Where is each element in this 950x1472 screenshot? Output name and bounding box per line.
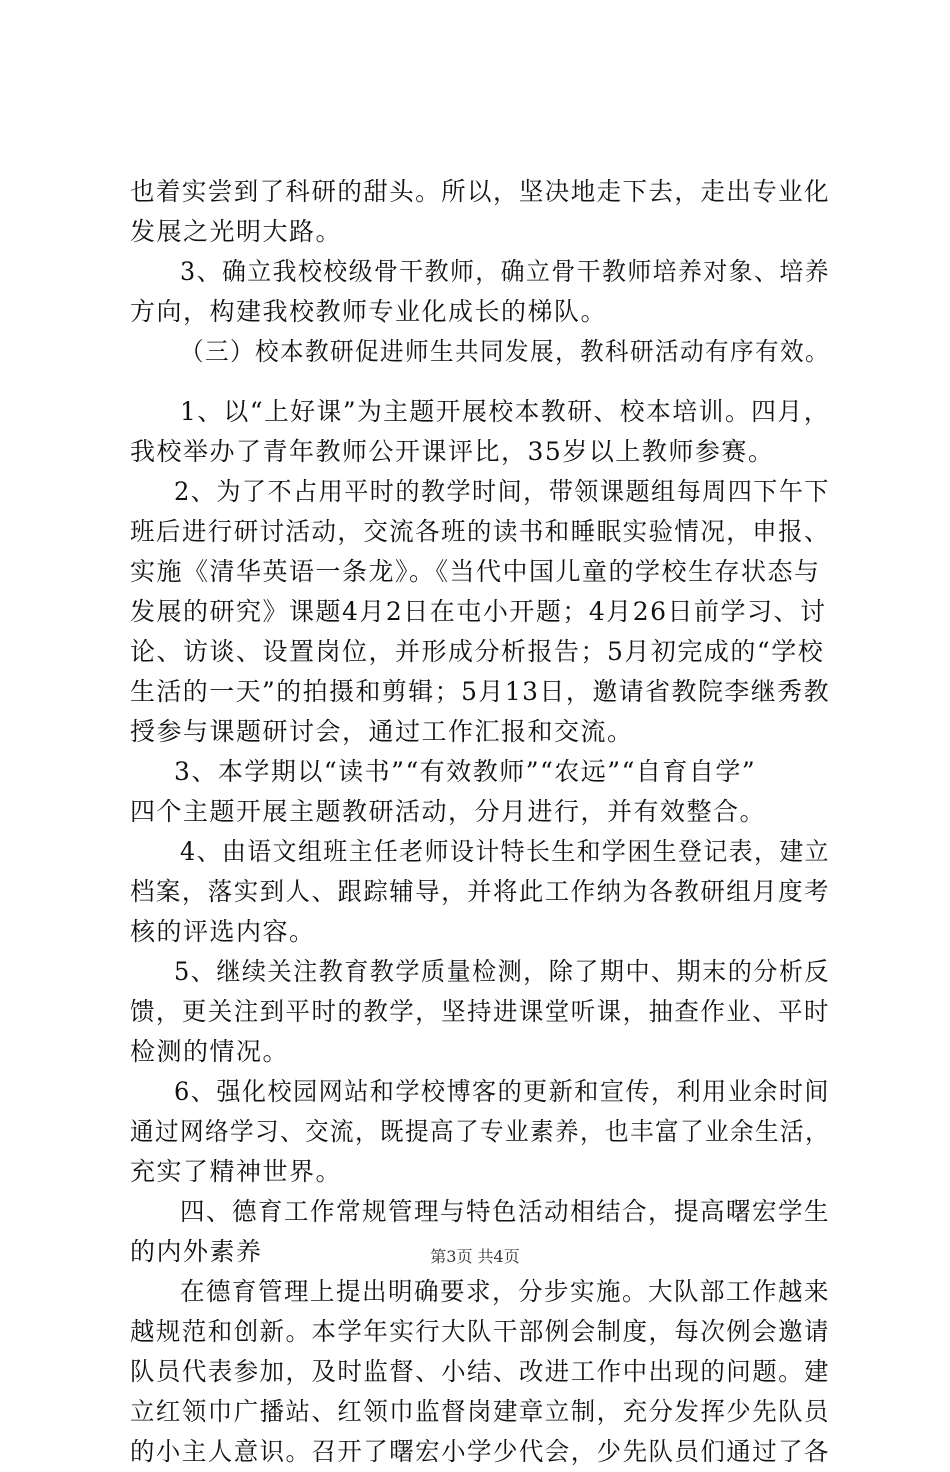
text-line: 也着实尝到了科研的甜头。所以，坚决地走下去，走出专业化 bbox=[130, 177, 830, 206]
text-line: 1、以“上好课”为主题开展校本教研、校本培训。四月， bbox=[180, 397, 830, 426]
text-line: 3、本学期以“读书”“有效教师”“农远”“自育自学” bbox=[174, 757, 757, 786]
paragraph-gap bbox=[130, 372, 830, 392]
text-line: 充实了精神世界。 bbox=[130, 1157, 343, 1186]
text-line: 方向，构建我校教师专业化成长的梯队。 bbox=[130, 297, 608, 326]
text-line: 生活的一天”的拍摄和剪辑；5月13日，邀请省教院李继秀教 bbox=[130, 677, 830, 706]
text-line: 我校举办了青年教师公开课评比，35岁以上教师参赛。 bbox=[130, 437, 775, 466]
text-line: 立红领巾广播站、红领巾监督岗建章立制，充分发挥少先队员 bbox=[130, 1397, 830, 1426]
text-line: 班后进行研讨活动，交流各班的读书和睡眠实验情况，申报、 bbox=[130, 517, 830, 546]
text-line: 发展的研究》课题4月2日在屯小开题；4月26日前学习、讨 bbox=[130, 597, 827, 626]
text-line: 5、继续关注教育教学质量检测，除了期中、期末的分析反 bbox=[174, 957, 830, 986]
text-line: 的内外素养 bbox=[130, 1237, 263, 1266]
text-line: 在德育管理上提出明确要求，分步实施。大队部工作越来 bbox=[180, 1277, 830, 1306]
page-footer: 第3页 共4页 bbox=[430, 1247, 520, 1266]
text-line: 四个主题开展主题教研活动，分月进行，并有效整合。 bbox=[130, 797, 767, 826]
text-line: 4、由语文组班主任老师设计特长生和学困生登记表，建立 bbox=[180, 837, 830, 866]
text-line: 馈，更关注到平时的教学，坚持进课堂听课，抽查作业、平时 bbox=[130, 997, 830, 1026]
text-line: 3、确立我校校级骨干教师，确立骨干教师培养对象、培养 bbox=[180, 257, 830, 286]
text-line: 检测的情况。 bbox=[130, 1037, 290, 1066]
text-line: 核的评选内容。 bbox=[130, 917, 316, 946]
text-line: 通过网络学习、交流，既提高了专业素养，也丰富了业余生活， bbox=[130, 1117, 830, 1146]
text-line: 2、为了不占用平时的教学时间，带领课题组每周四下午下 bbox=[174, 477, 830, 506]
document-body bbox=[130, 172, 830, 1472]
text-line: 的小主人意识。召开了曙宏小学少代会，少先队员们通过了各 bbox=[130, 1437, 830, 1466]
text-line: （三）校本教研促进师生共同发展，教科研活动有序有效。 bbox=[180, 337, 830, 366]
text-line: 四、德育工作常规管理与特色活动相结合，提高曙宏学生 bbox=[180, 1197, 830, 1226]
text-line: 档案，落实到人、跟踪辅导，并将此工作纳为各教研组月度考 bbox=[130, 877, 830, 906]
text-line: 授参与课题研讨会，通过工作汇报和交流。 bbox=[130, 717, 634, 746]
text-line: 越规范和创新。本学年实行大队干部例会制度，每次例会邀请 bbox=[130, 1317, 830, 1346]
text-line: 6、强化校园网站和学校博客的更新和宣传，利用业余时间 bbox=[174, 1077, 830, 1106]
text-line: 论、访谈、设置岗位，并形成分析报告；5月初完成的“学校 bbox=[130, 637, 825, 666]
text-line: 实施《清华英语一条龙》。《当代中国儿童的学校生存状态与 bbox=[130, 557, 821, 586]
text-line: 发展之光明大路。 bbox=[130, 217, 343, 246]
text-line: 队员代表参加，及时监督、小结、改进工作中出现的问题。建 bbox=[130, 1357, 830, 1386]
